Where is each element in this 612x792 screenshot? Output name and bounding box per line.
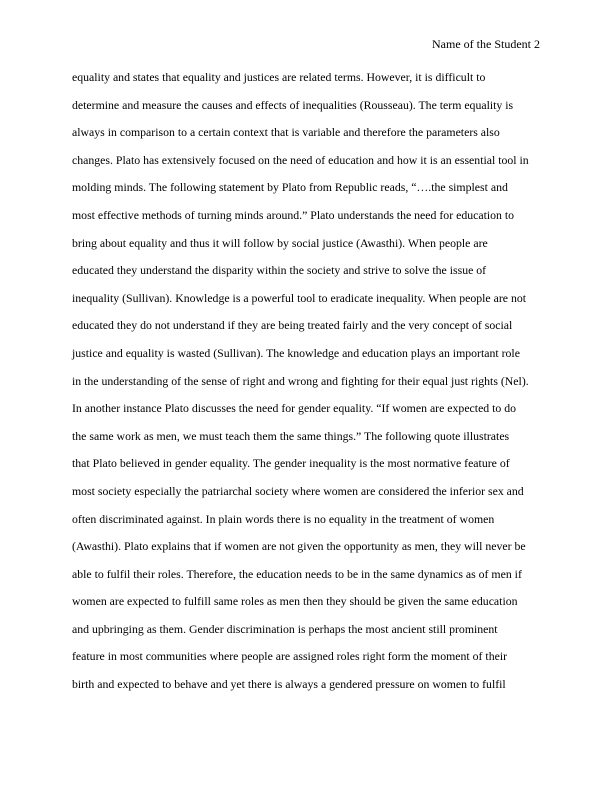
running-head: Name of the Student 2 [432, 37, 540, 51]
text-line: able to fulfil their roles. Therefore, the education needs to be in the same dynamics as of men if [72, 566, 522, 581]
text-line: the same work as men, we must teach them the same things.” The following quote illustrates [72, 428, 510, 443]
text-line: most society especially the patriarchal society where women are considered the inferior sex and [72, 483, 524, 498]
text-line: that Plato believed in gender equality. The gender inequality is the most normative feature of [72, 456, 510, 471]
text-line: inequality (Sullivan). Knowledge is a powerful tool to eradicate inequality. When people are not [72, 290, 527, 305]
text-line: justice and equality is wasted (Sullivan). The knowledge and education plays an important role [72, 345, 520, 360]
text-line: determine and measure the causes and effects of inequalities (Rousseau). The term equality is [72, 97, 514, 112]
text-line: (Awasthi). Plato explains that if women are not given the opportunity as men, they will never be [72, 539, 526, 554]
text-line: often discriminated against. In plain words there is no equality in the treatment of women [72, 511, 495, 526]
text-line: bring about equality and thus it will follow by social justice (Awasthi). When people are [72, 235, 488, 250]
text-line: In another instance Plato discusses the need for gender equality. “If women are expected to do [72, 401, 517, 416]
text-line: always in comparison to a certain context that is variable and therefore the parameters also [72, 125, 500, 140]
text-line: educated they understand the disparity within the society and strive to solve the issue of [72, 263, 487, 278]
text-line: changes. Plato has extensively focused on the need of education and how it is an essential tool in [72, 152, 529, 167]
body-paragraph [72, 68, 540, 703]
text-line: most effective methods of turning minds around.” Plato understands the need for education to [72, 207, 515, 222]
text-line: feature in most communities where people are assigned roles right form the moment of their [72, 649, 508, 664]
text-line: in the understanding of the sense of right and wrong and fighting for their equal just rights (Nel). [72, 373, 529, 388]
text-line: women are expected to fulfill same roles as men then they should be given the same education [72, 594, 518, 609]
text-line: and upbringing as them. Gender discrimination is perhaps the most ancient still prominent [72, 621, 498, 636]
text-line: educated they do not understand if they are being treated fairly and the very concept of social [72, 318, 513, 333]
text-line: molding minds. The following statement by Plato from Republic reads, “….the simplest and [72, 180, 508, 195]
text-line: birth and expected to behave and yet there is always a gendered pressure on women to fulfil [72, 677, 506, 692]
text-line: equality and states that equality and justices are related terms. However, it is difficult to [72, 70, 486, 84]
